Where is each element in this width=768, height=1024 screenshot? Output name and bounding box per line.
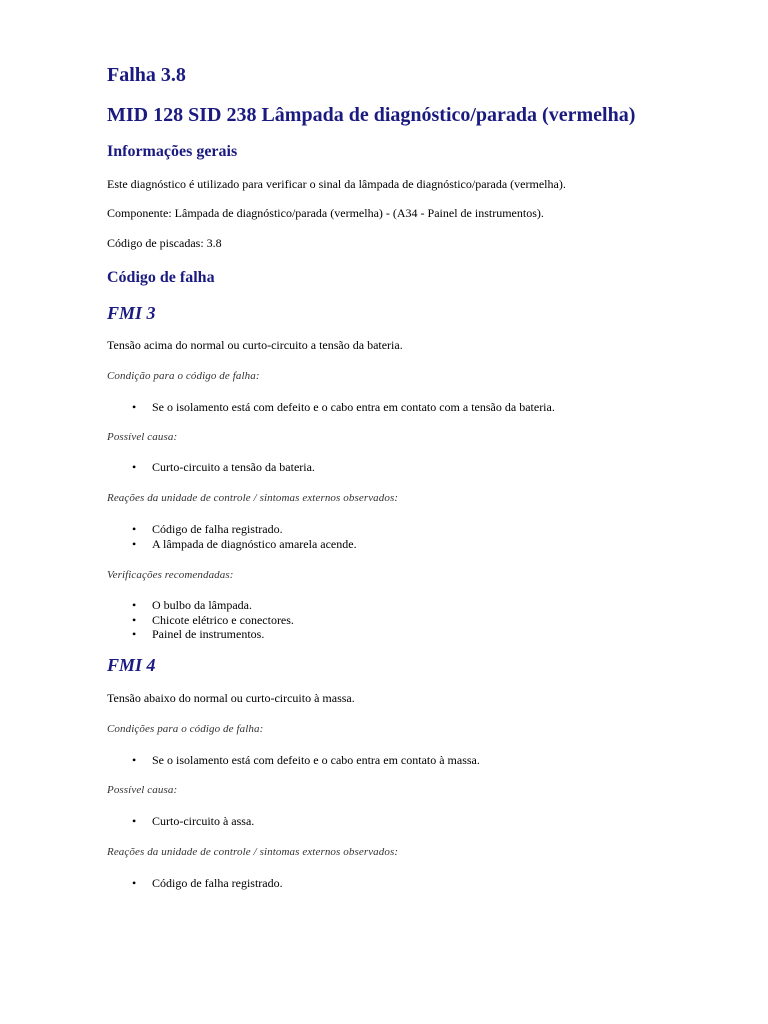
fmi3-cause-label: Possível causa: bbox=[107, 431, 178, 443]
bullet-icon: • bbox=[132, 753, 137, 767]
bullet-icon: • bbox=[132, 627, 137, 641]
general-info-paragraph-1: Este diagnóstico é utilizado para verificar o sinal da lâmpada de diagnóstico/parada (vermelha). bbox=[107, 177, 566, 191]
page-subtitle: MID 128 SID 238 Lâmpada de diagnóstico/parada (vermelha) bbox=[107, 104, 636, 126]
fmi3-heading: FMI 3 bbox=[107, 303, 156, 323]
fmi3-reactions-list bbox=[107, 522, 357, 551]
fault-code-heading: Código de falha bbox=[107, 269, 215, 286]
bullet-icon: • bbox=[132, 400, 137, 414]
fmi4-reactions-label: Reações da unidade de controle / sintomas externos observados: bbox=[107, 846, 399, 858]
fmi3-verifications-label: Verificações recomendadas: bbox=[107, 569, 234, 581]
bullet-icon: • bbox=[132, 460, 137, 474]
list-item: • A lâmpada de diagnóstico amarela acende. bbox=[132, 536, 357, 551]
fmi4-heading: FMI 4 bbox=[107, 655, 156, 675]
fmi4-cause-list bbox=[107, 814, 254, 829]
fmi3-verifications-list bbox=[107, 598, 294, 642]
general-info-paragraph-3: Código de piscadas: 3.8 bbox=[107, 236, 222, 250]
fmi3-reactions-label: Reações da unidade de controle / sintomas externos observados: bbox=[107, 492, 399, 504]
list-item: • Painel de instrumentos. bbox=[132, 627, 265, 641]
general-info-heading: Informações gerais bbox=[107, 143, 238, 160]
list-item: • Código de falha registrado. bbox=[132, 522, 283, 536]
fmi4-cause-label: Possível causa: bbox=[107, 784, 178, 796]
fmi3-condition-label: Condição para o código de falha: bbox=[107, 370, 260, 382]
general-info-paragraph-2: Componente: Lâmpada de diagnóstico/parada (vermelha) - (A34 - Painel de instrumentos). bbox=[107, 206, 544, 220]
fmi3-condition-list bbox=[107, 400, 555, 415]
bullet-icon: • bbox=[132, 814, 137, 828]
list-item: • Código de falha registrado. bbox=[132, 876, 283, 890]
bullet-icon: • bbox=[132, 522, 137, 536]
list-item: • Curto-circuito à assa. bbox=[132, 814, 255, 828]
list-item: • Se o isolamento está com defeito e o cabo entra em contato à massa. bbox=[132, 753, 480, 767]
list-item: • Chicote elétrico e conectores. bbox=[132, 612, 294, 627]
list-item: • O bulbo da lâmpada. bbox=[132, 598, 252, 612]
fmi4-reactions-list bbox=[107, 876, 283, 891]
fmi3-description: Tensão acima do normal ou curto-circuito a tensão da bateria. bbox=[107, 338, 403, 352]
bullet-icon: • bbox=[132, 612, 137, 627]
bullet-icon: • bbox=[132, 876, 137, 890]
page-title: Falha 3.8 bbox=[107, 64, 186, 86]
list-item: • Se o isolamento está com defeito e o cabo entra em contato com a tensão da bateria. bbox=[132, 400, 555, 414]
fmi4-condition-list bbox=[107, 753, 480, 768]
bullet-icon: • bbox=[132, 598, 137, 612]
bullet-icon: • bbox=[132, 536, 137, 551]
fmi3-cause-list bbox=[107, 460, 315, 475]
fmi4-condition-label: Condições para o código de falha: bbox=[107, 723, 264, 735]
fmi4-description: Tensão abaixo do normal ou curto-circuito à massa. bbox=[107, 691, 355, 705]
list-item: • Curto-circuito a tensão da bateria. bbox=[132, 460, 315, 474]
